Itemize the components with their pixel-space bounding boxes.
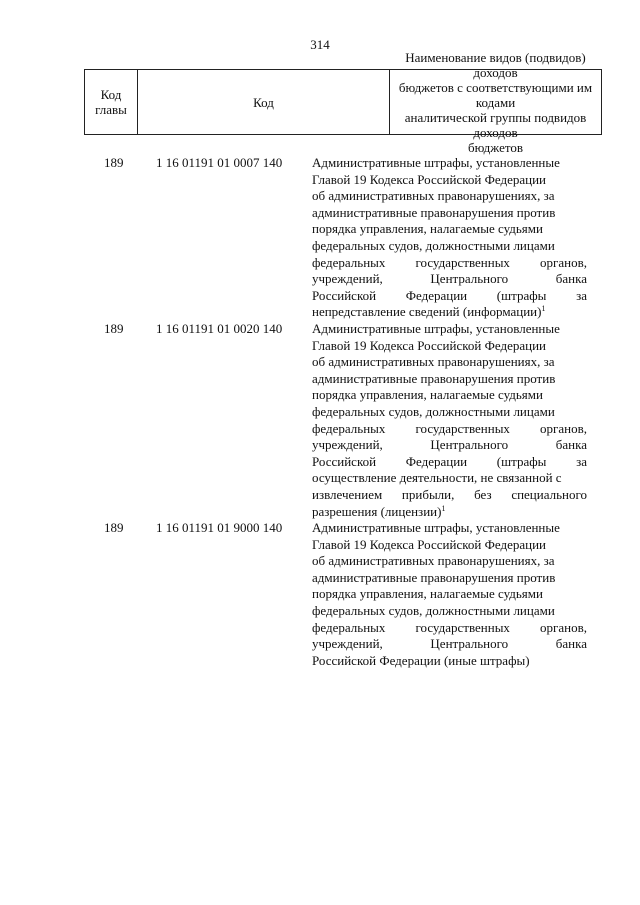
name-word: за [576,453,587,469]
name-text: Главой 19 Кодекса Российской Федерации [312,536,546,552]
name-line [312,255,587,272]
name-line [312,586,587,603]
name-text: федеральных судов, должностными лицами [312,237,555,253]
table-header [84,49,602,155]
name-line [312,387,587,404]
name-word: федеральных [312,619,386,635]
header-name-line: бюджетов [467,139,523,155]
name-line [312,504,587,521]
header-name [390,49,601,155]
name-text: разрешения (лицензии) [312,503,442,519]
name-word: учреждений, [312,437,383,453]
header-name-line: Наименование видов (подвидов) доходов [405,49,586,80]
header-name-line: бюджетов с соответствующими им кодами [398,79,593,110]
name-line [312,321,587,338]
name-word: учреждений, [312,271,383,287]
row-chapter-code: 189 [104,520,124,535]
name-line [312,238,587,255]
name-line [312,487,587,504]
name-text: порядка управления, налагаемые судьями [312,387,543,403]
name-text: Главой 19 Кодекса Российской Федерации [312,171,546,187]
name-word: специального [511,486,587,502]
name-line [312,288,587,305]
row-name [312,520,587,669]
name-text: административные правонарушения против [312,569,556,585]
name-word: федеральных [312,254,386,270]
name-word: Центрального [430,271,509,287]
name-line [312,421,587,438]
name-text: об административных правонарушениях, за [312,553,555,569]
name-word: федеральных [312,420,386,436]
name-word: органов, [540,420,587,436]
row-code: 1 16 01191 01 0020 140 [156,321,283,336]
name-word: Федерации [405,287,468,303]
name-text: об административных правонарушениях, за [312,354,555,370]
name-word: извлечением [312,486,383,502]
row-name [312,321,587,520]
name-text: Главой 19 Кодекса Российской Федерации [312,337,546,353]
name-word: учреждений, [312,636,383,652]
name-line [312,437,587,454]
name-word: Центрального [430,437,509,453]
name-word: Российской [312,453,377,469]
footnote-marker: 1 [541,304,546,314]
name-text: порядка управления, налагаемые судьями [312,221,543,237]
name-word: банка [555,271,587,287]
name-word: Федерации [405,453,468,469]
name-line [312,304,587,321]
row-code: 1 16 01191 01 9000 140 [156,520,283,535]
name-line [312,620,587,637]
name-line [312,603,587,620]
name-text: об административных правонарушениях, за [312,188,555,204]
name-line [312,221,587,238]
name-word: государственных [415,619,510,635]
header-chapter-code [85,70,138,134]
name-text: административные правонарушения против [312,370,556,386]
name-word: государственных [415,420,510,436]
name-line [312,553,587,570]
name-text: Российской Федерации (иные штрафы) [312,652,530,668]
name-word: без [474,486,492,502]
header-chapter-code-line2: главы [95,102,127,117]
name-word: банка [555,437,587,453]
name-text: Административные штрафы, установленные [312,520,560,535]
name-text: осуществление деятельности, не связанной с [312,470,562,486]
name-line [312,155,587,172]
name-text: федеральных судов, должностными лицами [312,403,555,419]
name-word: за [576,287,587,303]
name-text: Административные штрафы, установленные [312,155,560,170]
name-text: Административные штрафы, установленные [312,321,560,336]
name-text: непредставление сведений (информации) [312,304,542,320]
name-line [312,636,587,653]
row-code: 1 16 01191 01 0007 140 [156,155,283,170]
name-word: Российской [312,287,377,303]
header-name-line: аналитической группы подвидов доходов [404,109,587,140]
name-text: федеральных судов, должностными лицами [312,602,555,618]
name-text: порядка управления, налагаемые судьями [312,586,543,602]
row-chapter-code: 189 [104,321,124,336]
page-number: 314 [310,37,330,52]
name-word: (штрафы [496,453,547,469]
name-word: органов, [540,619,587,635]
name-word: прибыли, [401,486,455,502]
name-line [312,205,587,222]
header-code: Код [138,70,390,134]
name-line [312,470,587,487]
name-line [312,188,587,205]
name-line [312,520,587,537]
name-word: государственных [415,254,510,270]
row-chapter-code: 189 [104,155,124,170]
name-line [312,271,587,288]
name-line [312,404,587,421]
name-word: банка [555,636,587,652]
row-name [312,155,587,321]
name-line [312,653,587,670]
name-word: Центрального [430,636,509,652]
name-line [312,354,587,371]
name-line [312,537,587,554]
name-word: (штрафы [496,287,547,303]
name-word: органов, [540,254,587,270]
name-line [312,371,587,388]
header-chapter-code-line1: Код [100,87,122,102]
name-line [312,172,587,189]
name-text: административные правонарушения против [312,204,556,220]
name-line [312,338,587,355]
footnote-marker: 1 [441,503,446,513]
name-line [312,454,587,471]
name-line [312,570,587,587]
